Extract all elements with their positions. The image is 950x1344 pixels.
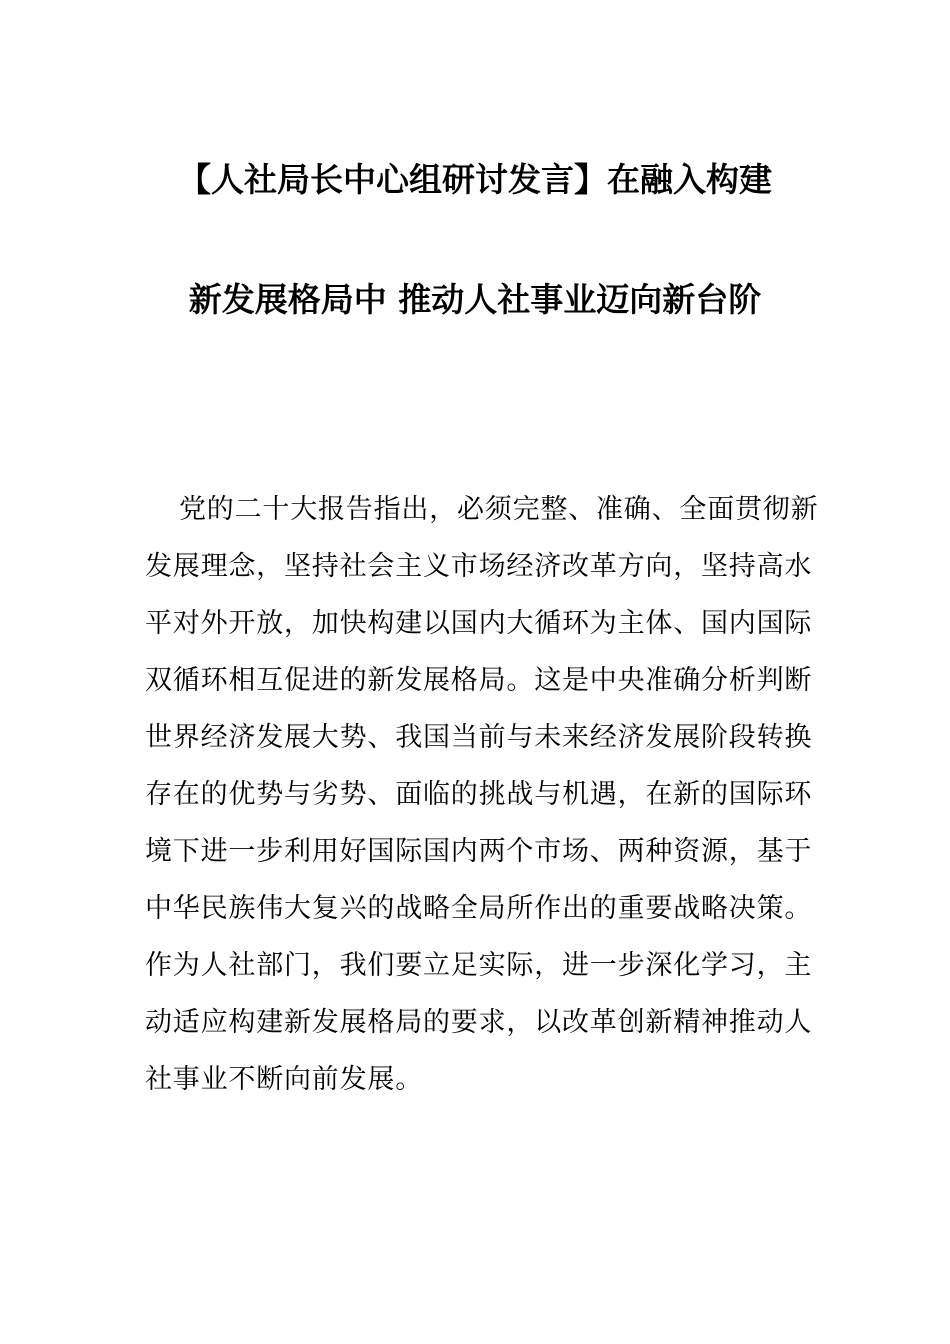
paragraph-line: 发展理念，坚持社会主义市场经济改革方向，坚持高水 (145, 551, 813, 582)
paragraph-line: 党的二十大报告指出，必须完整、准确、全面贯彻新 (179, 494, 819, 525)
paragraph-line: 动适应构建新发展格局的要求，以改革创新精神推动人 (145, 1007, 813, 1038)
title-line-1: 【人社局长中心组研讨发言】在融入构建 (178, 160, 772, 199)
paragraph-line: 双循环相互促进的新发展格局。这是中央准确分析判断 (145, 665, 813, 696)
paragraph-line: 作为人社部门，我们要立足实际，进一步深化学习，主 (145, 950, 813, 981)
title-line-2: 新发展格局中 推动人社事业迈向新台阶 (188, 280, 762, 319)
paragraph-line: 中华民族伟大复兴的战略全局所作出的重要战略决策。 (145, 893, 813, 924)
paragraph-line: 世界经济发展大势、我国当前与未来经济发展阶段转换 (145, 722, 813, 753)
body-paragraph (145, 492, 819, 1119)
paragraph-line: 社事业不断向前发展。 (145, 1064, 423, 1095)
paragraph-line: 存在的优势与劣势、面临的挑战与机遇，在新的国际环 (145, 779, 813, 810)
paragraph-line: 境下进一步利用好国际国内两个市场、两种资源，基于 (145, 836, 813, 867)
paragraph-line: 平对外开放，加快构建以国内大循环为主体、国内国际 (145, 608, 813, 639)
